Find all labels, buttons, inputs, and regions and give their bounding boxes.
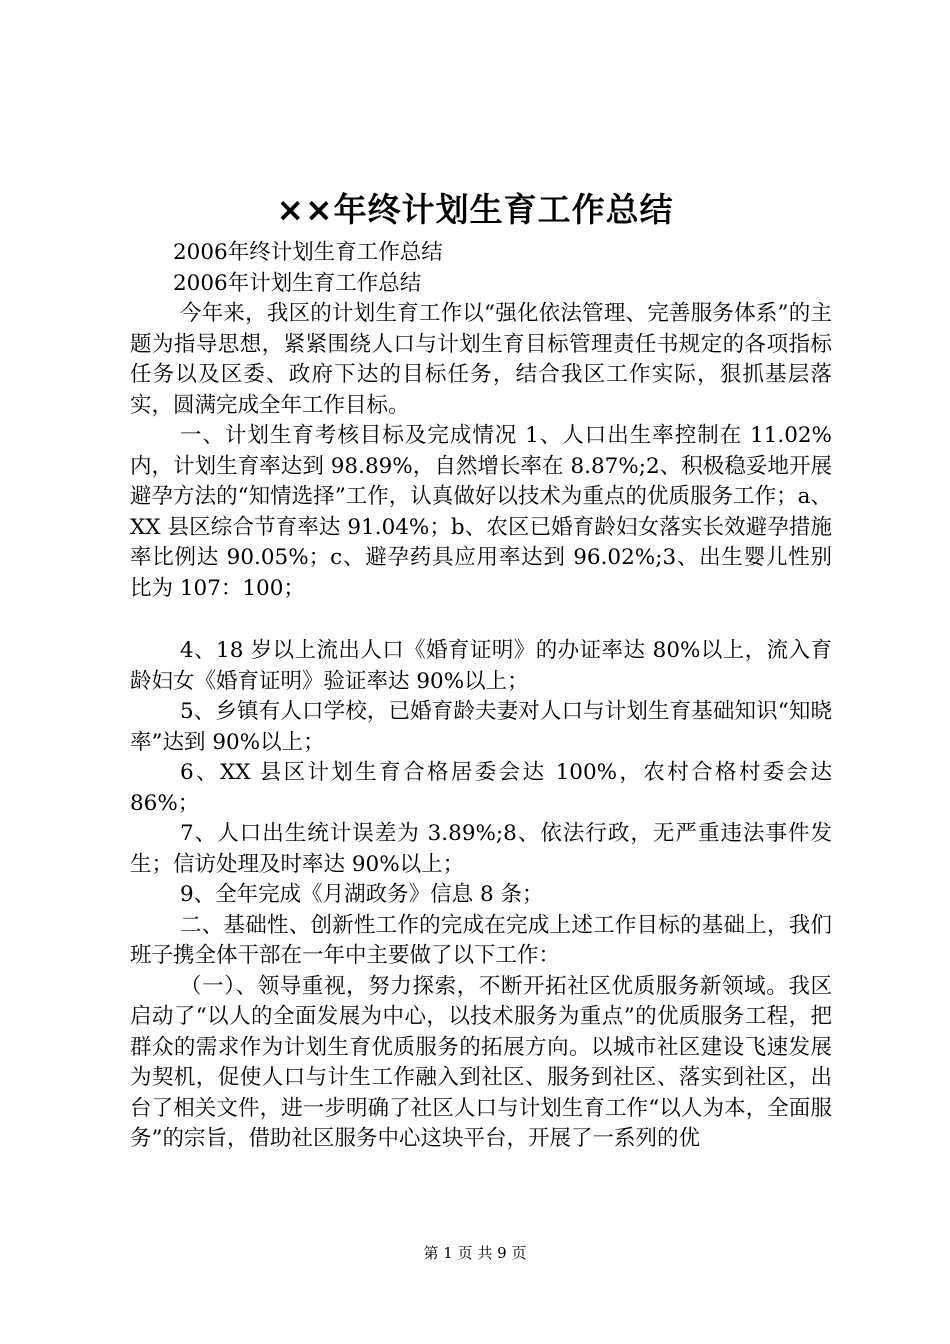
body-paragraph: 今年来，我区的计划生育工作以“强化依法管理、完善服务体系”的主题为指导思想，紧紧围绕人口与计划生育目标管理责任书规定的各项指标任务以及区委、政府下达的目标任务，结合我区工作实际，狠抓基层落实，圆满完成全年工作目标。 <box>130 301 832 418</box>
body-paragraph: 7、人口出生统计误差为 3.89%;8、依法行政，无严重违法事件发生；信访处理及时率达 90%以上； <box>130 821 832 877</box>
subtitle-line: 2006年计划生育工作总结 <box>173 270 422 296</box>
body-paragraph: 4、18 岁以上流出人口《婚育证明》的办证率达 80%以上，流入育龄妇女《婚育证明》验证率达 90%以上； <box>130 638 832 694</box>
body-paragraph: 5、乡镇有人口学校，已婚育龄夫妻对人口与计划生育基础知识“知晓率”达到 90%以上； <box>130 699 832 755</box>
body-paragraph: 二、基础性、创新性工作的完成在完成上述工作目标的基础上，我们班子携全体干部在一年中主要做了以下工作： <box>130 912 832 968</box>
body-paragraph: 6、XX 县区计划生育合格居委会达 100%，农村合格村委会达 86%； <box>130 760 832 816</box>
page-number-footer: 第 1 页 共 9 页 <box>423 1244 527 1262</box>
body-paragraph: 一、计划生育考核目标及完成情况 1、人口出生率控制在 11.02%内，计划生育率达到 98.89%，自然增长率在 8.87%;2、积极稳妥地开展避孕方法的“知情选择”工作，认真做好以技术为重点的优质服务工作；a、XX 县区综合节育率达 91.04%；b、农区已婚育龄妇女落实长效避孕措施率比例达 90.05%；c、避孕药具应用率达到 96.02%;3、出生婴儿性别比为 107：100； <box>130 423 832 601</box>
body-paragraph: （一）、领导重视，努力探索，不断开拓社区优质服务新领域。我区启动了“以人的全面发展为中心，以技术服务为重点”的优质服务工程，把群众的需求作为计划生育优质服务的拓展方向。以城市社区建设飞速发展为契机，促使人口与计生工作融入到社区、服务到社区、落实到社区，出台了相关文件，进一步明确了社区人口与计划生育工作“以人为本，全面服务”的宗旨，借助社区服务中心这块平台，开展了一系列的优 <box>130 973 832 1151</box>
paragraph-gap <box>130 604 832 636</box>
body-paragraph: 9、全年完成《月湖政务》信息 8 条； <box>180 882 544 907</box>
document-body <box>130 238 832 1155</box>
document-title: ××年终计划生育工作总结 <box>276 190 674 229</box>
subtitle-line: 2006年终计划生育工作总结 <box>173 240 443 265</box>
